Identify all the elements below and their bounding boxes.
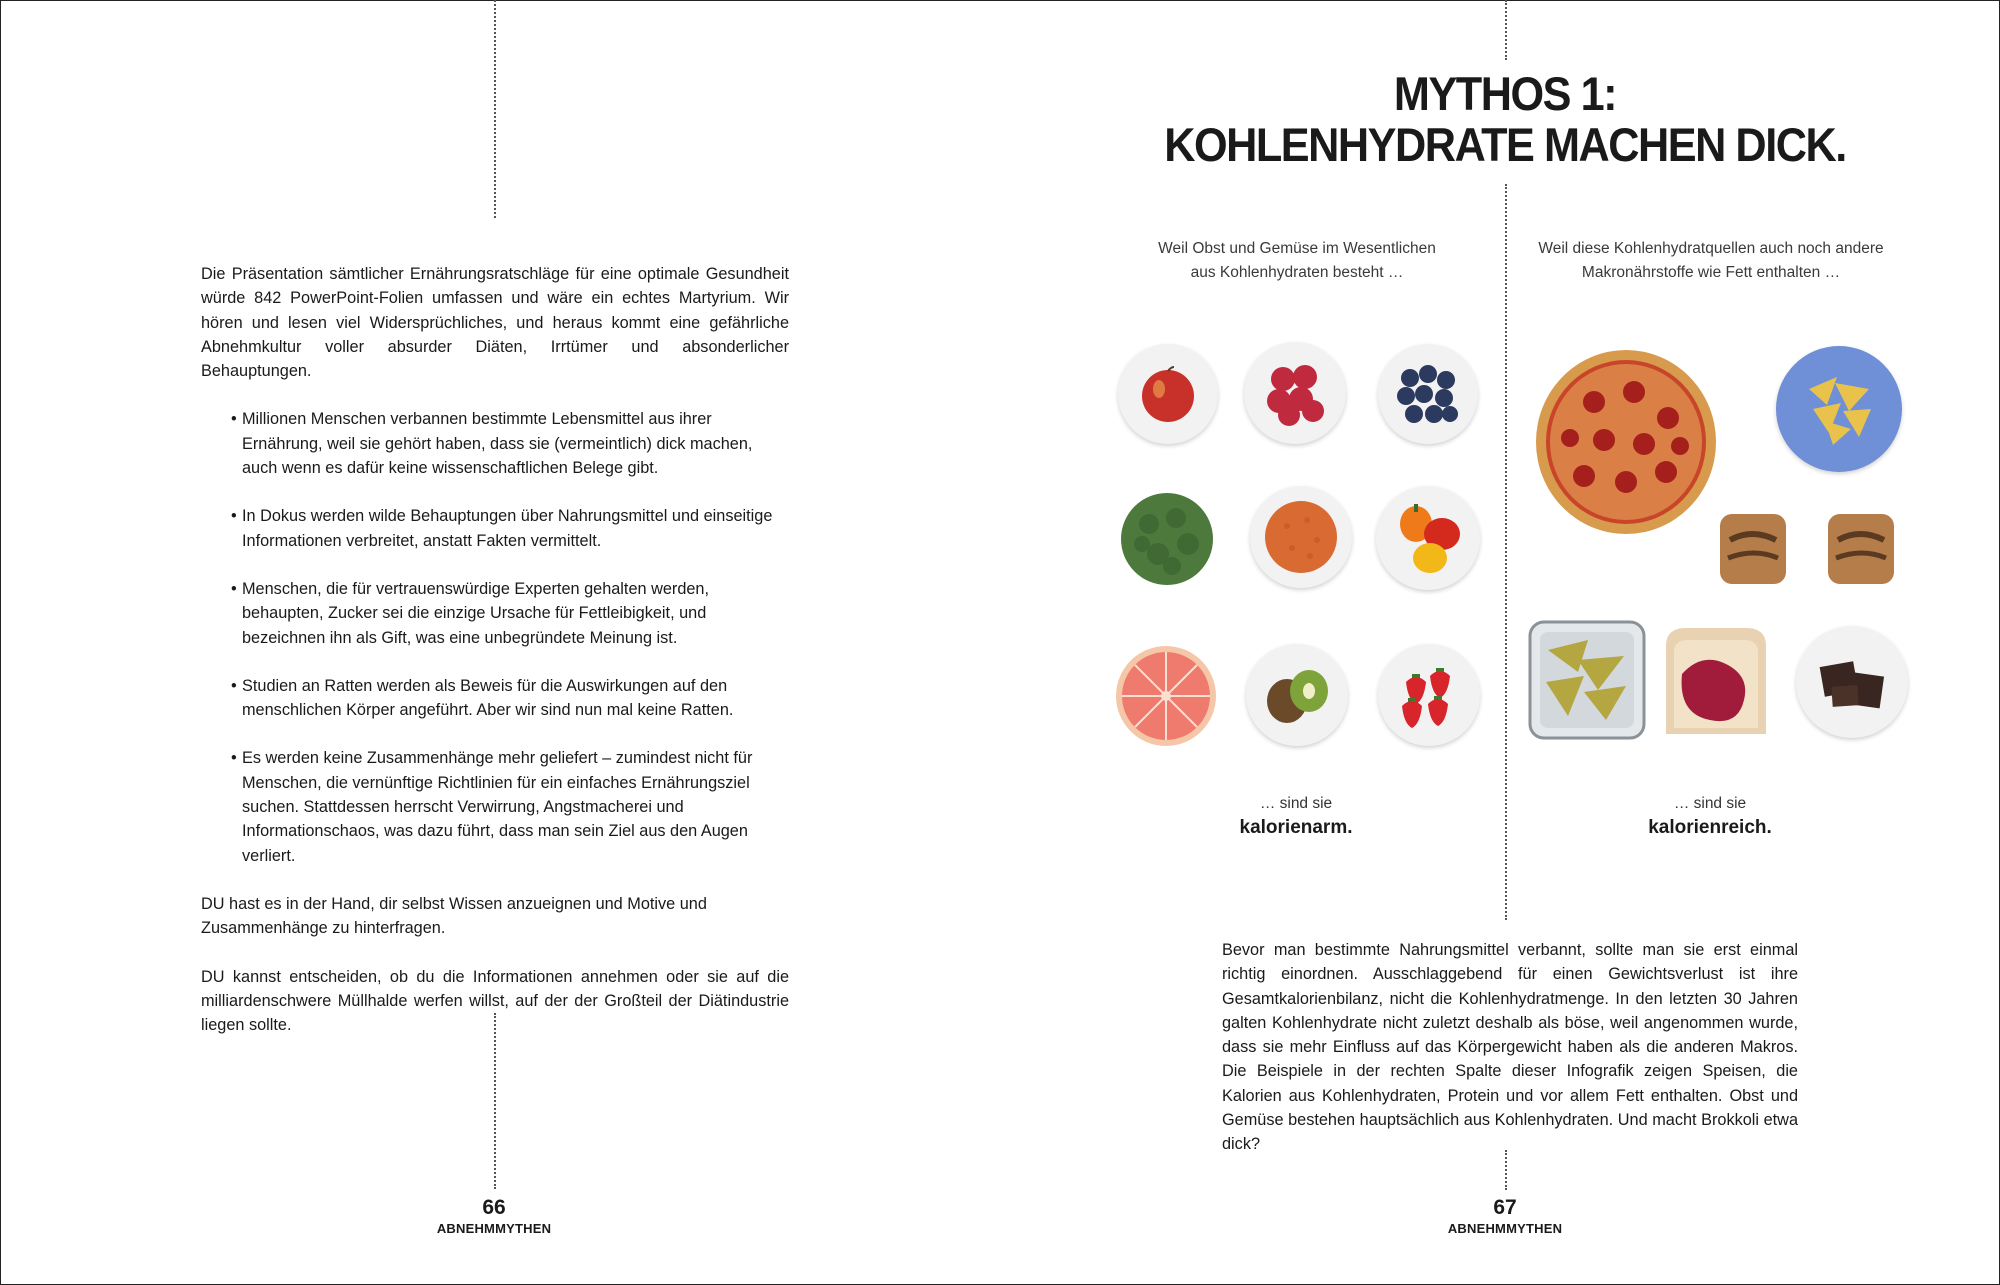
title-line-1: MYTHOS 1: — [1393, 67, 1617, 120]
pastry-image — [1826, 510, 1896, 588]
apple-bowl-image — [1118, 344, 1218, 444]
page-section-label: ABNEHMMYTHEN — [436, 1221, 552, 1236]
page-number: 67 — [1493, 1196, 1517, 1219]
title-line-2: KOHLENHYDRATE MACHEN DICK. — [1164, 118, 1846, 171]
peppers-bowl-image — [1376, 486, 1480, 590]
conclusion-keyword: kalorienarm. — [1239, 817, 1353, 838]
list-item: • Studien an Ratten werden als Beweis für die Auswirkungen auf den menschlichen Körper angeführt. Aber wir sind nun mal keine Ratten. — [231, 674, 789, 723]
conclusion-lead: … sind sie — [1673, 795, 1747, 812]
list-item: • In Dokus werden wilde Behauptungen über Nahrungsmittel und einseitige Informationen verbreitet, anstatt Fakten vermittelt. — [231, 504, 789, 553]
low-calorie-intro — [1097, 237, 1497, 285]
explanation-paragraph: Bevor man bestimmte Nahrungsmittel verbannt, sollte man sie erst einmal richtig einordnen. Ausschlaggebend für einen Gewichtsverlust ist ihre Gesamtkalorienbilanz, nicht die Kohlenhydratmenge. In den letzten 30 Jahren galten Kohlenhydrate nicht zuletzt deshalb als böse, weil angenommen wurde, dass sie mehr Einfluss auf das Körpergewicht haben als die anderen Makros. Die Beispiele in der rechten Spalte dieser Infografik zeigen Speisen, die Kalorien aus Kohlenhydraten, Protein und vor allem Fett enthalten. Obst und Gemüse bestehen hauptsächlich aus Kohlenhydraten. Und macht Brokkoli etwa dick? — [1222, 941, 1798, 1154]
left-page-text — [201, 262, 789, 1061]
raspberry-bowl-image — [1244, 342, 1346, 444]
low-calorie-conclusion — [1146, 793, 1446, 841]
strawberry-bowl-image — [1378, 644, 1480, 746]
toast-with-jam-image — [1660, 624, 1772, 740]
intro-line: aus Kohlenhydraten besteht … — [1190, 264, 1404, 281]
dotted-divider-right-mid — [1505, 184, 1507, 920]
page-title — [1132, 68, 1877, 170]
pastry-image — [1718, 510, 1788, 588]
chips-plate-image — [1776, 346, 1902, 472]
myth-bullet-list — [201, 407, 789, 867]
conclusion-keyword: kalorienreich. — [1648, 817, 1772, 838]
dotted-divider-left-top — [494, 0, 496, 218]
paragraph-du-kannst: DU kannst entscheiden, ob du die Informationen annehmen oder sie auf die milliardenschwere Müllhalde werfen willst, auf der der Großteil der Diätindustrie liegen sollte. — [201, 967, 789, 1035]
intro-line: Weil diese Kohlenhydratquellen auch noch andere — [1538, 240, 1884, 257]
broccoli-image — [1114, 486, 1220, 592]
grapefruit-image — [1114, 644, 1218, 748]
list-item: • Es werden keine Zusammenhänge mehr geliefert – zumindest nicht für Menschen, die vernünftige Richtlinien für ein einfaches Ernährungsziel suchen. Stattdessen herrscht Verwirrung, Angstmacherei und Informationschaos, was dazu führt, dass man sein Ziel aus den Augen verliert. — [231, 746, 789, 867]
chocolate-bowl-image — [1796, 626, 1908, 738]
list-item: • Menschen, die für vertrauenswürdige Experten gehalten werden, behaupten, Zucker sei die einzige Ursache für Fettleibigkeit, und bezeichnen ihn als Gift, was eine unbegründete Meinung ist. — [231, 577, 789, 650]
intro-paragraph: Die Präsentation sämtlicher Ernährungsratschläge für eine optimale Gesundheit würde 842 PowerPoint-Folien umfassen und wäre ein echtes Martyrium. Wir hören und lesen viel Widersprüchliches, und heraus kommt eine gefährliche Abnehmkultur voller absurder Diäten, Irrtümer und absonderlicher Behauptungen. — [201, 265, 789, 381]
intro-line: Makronährstoffe wie Fett enthalten … — [1581, 264, 1841, 281]
high-calorie-intro — [1511, 237, 1911, 285]
blueberry-bowl-image — [1378, 344, 1478, 444]
page-footer-right — [1405, 1196, 1605, 1238]
lentils-bowl-image — [1250, 486, 1352, 588]
page-section-label: ABNEHMMYTHEN — [1447, 1221, 1563, 1236]
page-number: 66 — [482, 1196, 506, 1219]
intro-line: Weil Obst und Gemüse im Wesentlichen — [1158, 240, 1436, 257]
paragraph-du-hast: DU hast es in der Hand, dir selbst Wissen anzueignen und Motive und Zusammenhänge zu hinterfragen. — [201, 894, 707, 938]
high-calorie-conclusion — [1560, 793, 1860, 841]
list-item: • Millionen Menschen verbannen bestimmte Lebensmittel aus ihrer Ernährung, weil sie gehört haben, dass sie (vermeintlich) dick machen, auch wenn es dafür keine wissenschaftlichen Belege gibt. — [231, 407, 789, 480]
dotted-divider-right-top — [1505, 0, 1507, 60]
conclusion-lead: … sind sie — [1259, 795, 1333, 812]
pizza-image — [1534, 348, 1718, 536]
page-footer-left — [394, 1196, 594, 1238]
kiwi-bowl-image — [1246, 644, 1348, 746]
potato-wedges-box-image — [1528, 620, 1646, 740]
